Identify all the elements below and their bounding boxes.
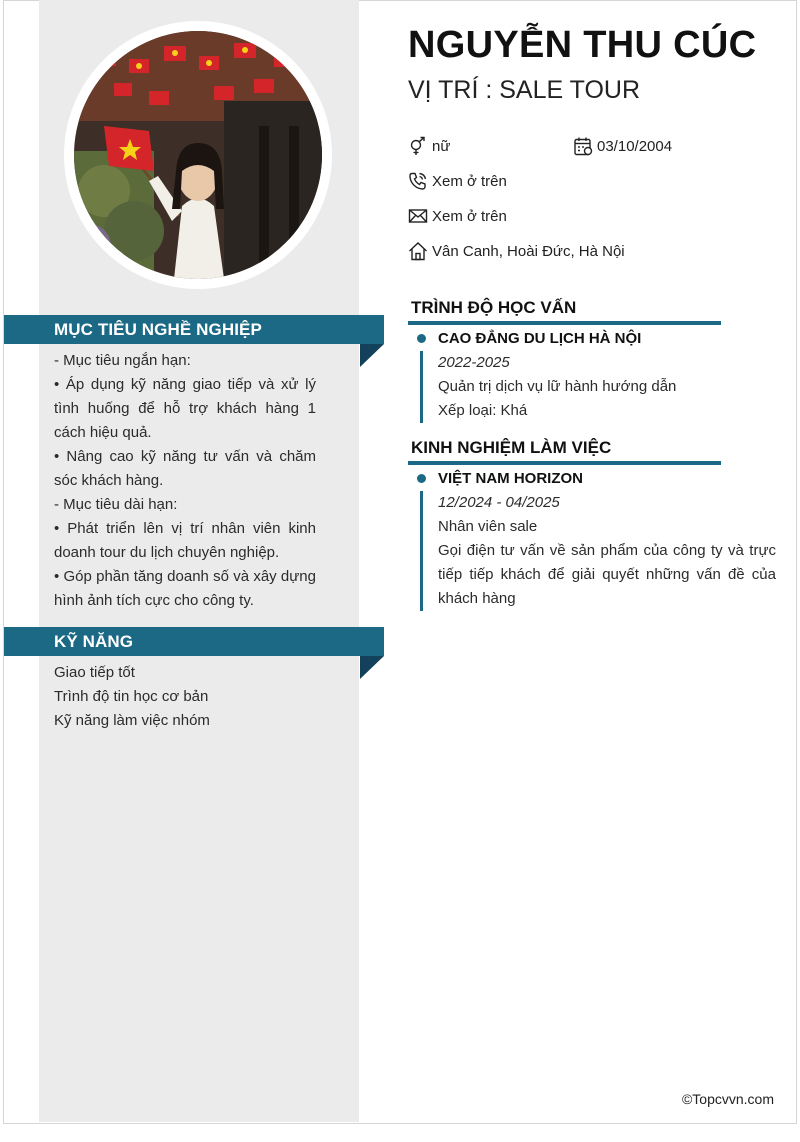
gender-value: nữ <box>432 137 451 155</box>
education-major: Quản trị dịch vụ lữ hành hướng dẫn <box>438 378 677 395</box>
education-period: 2022-2025 <box>438 354 510 371</box>
email-value: Xem ở trên <box>432 207 507 225</box>
skill-item: Giao tiếp tốt <box>54 664 135 681</box>
email-info <box>408 206 507 226</box>
skills-band-fold <box>360 656 384 679</box>
education-grade: Xếp loại: Khá <box>438 402 528 419</box>
skill-item: Trình độ tin học cơ bản <box>54 688 209 705</box>
experience-bullet <box>417 474 426 483</box>
objective-line: • Phát triển lên vị trí nhân viên kinh doanh tour du lịch chuyên nghiệp. <box>54 520 316 561</box>
experience-timeline-bar <box>420 491 423 611</box>
objective-line: • Nâng cao kỹ năng tư vấn và chăm sóc khách hàng. <box>54 448 316 489</box>
skills-list <box>54 661 316 733</box>
envelope-icon <box>408 206 428 226</box>
address-info <box>408 241 625 261</box>
candidate-name: NGUYỄN THU CÚC <box>408 24 757 66</box>
skill-item: Kỹ năng làm việc nhóm <box>54 712 210 729</box>
avatar <box>74 31 322 279</box>
skills-title: KỸ NĂNG <box>54 632 134 651</box>
job-position: VỊ TRÍ : SALE TOUR <box>408 76 641 104</box>
phone-info <box>408 171 507 191</box>
objective-title: MỤC TIÊU NGHỀ NGHIỆP <box>54 320 262 339</box>
calendar-icon <box>573 136 593 156</box>
objective-line: • Góp phần tăng doanh số và xây dựng hình ảnh tích cực cho công ty. <box>54 568 316 609</box>
phone-icon <box>408 171 428 191</box>
objective-line: - Mục tiêu ngắn hạn: <box>54 352 191 369</box>
experience-entry <box>438 467 776 611</box>
experience-description: Gọi điện tư vấn về sản phẩm của công ty và trực tiếp tiếp khách để giải quyết những vấn đề của khách hàng <box>438 542 776 607</box>
home-icon <box>408 241 428 261</box>
education-timeline-bar <box>420 351 423 423</box>
education-divider <box>408 321 721 325</box>
education-bullet <box>417 334 426 343</box>
education-entry <box>438 327 776 423</box>
company-name: VIỆT NAM HORIZON <box>438 470 583 487</box>
school-name: CAO ĐẲNG DU LỊCH HÀ NỘI <box>438 330 642 347</box>
objective-band-fold <box>360 344 384 367</box>
objective-header <box>4 315 384 344</box>
birthday-value: 03/10/2004 <box>597 137 673 155</box>
gender-info <box>408 136 450 156</box>
experience-divider <box>408 461 721 465</box>
copyright[interactable]: ©Topcvvn.com <box>681 1091 774 1107</box>
objective-content <box>54 349 316 613</box>
birthday-info <box>573 136 672 156</box>
phone-value: Xem ở trên <box>432 172 507 190</box>
objective-line: • Áp dụng kỹ năng giao tiếp và xử lý tình huống để hỗ trợ khách hàng 1 cách hiệu quả. <box>54 376 316 441</box>
experience-role: Nhân viên sale <box>438 518 538 535</box>
objective-line: - Mục tiêu dài hạn: <box>54 496 178 513</box>
gender-icon <box>408 136 428 156</box>
education-title: TRÌNH ĐỘ HỌC VẤN <box>411 298 577 317</box>
experience-title: KINH NGHIỆM LÀM VIỆC <box>411 438 612 457</box>
experience-period: 12/2024 - 04/2025 <box>438 494 560 511</box>
skills-header <box>4 627 384 656</box>
address-value: Vân Canh, Hoài Đức, Hà Nội <box>432 242 625 260</box>
